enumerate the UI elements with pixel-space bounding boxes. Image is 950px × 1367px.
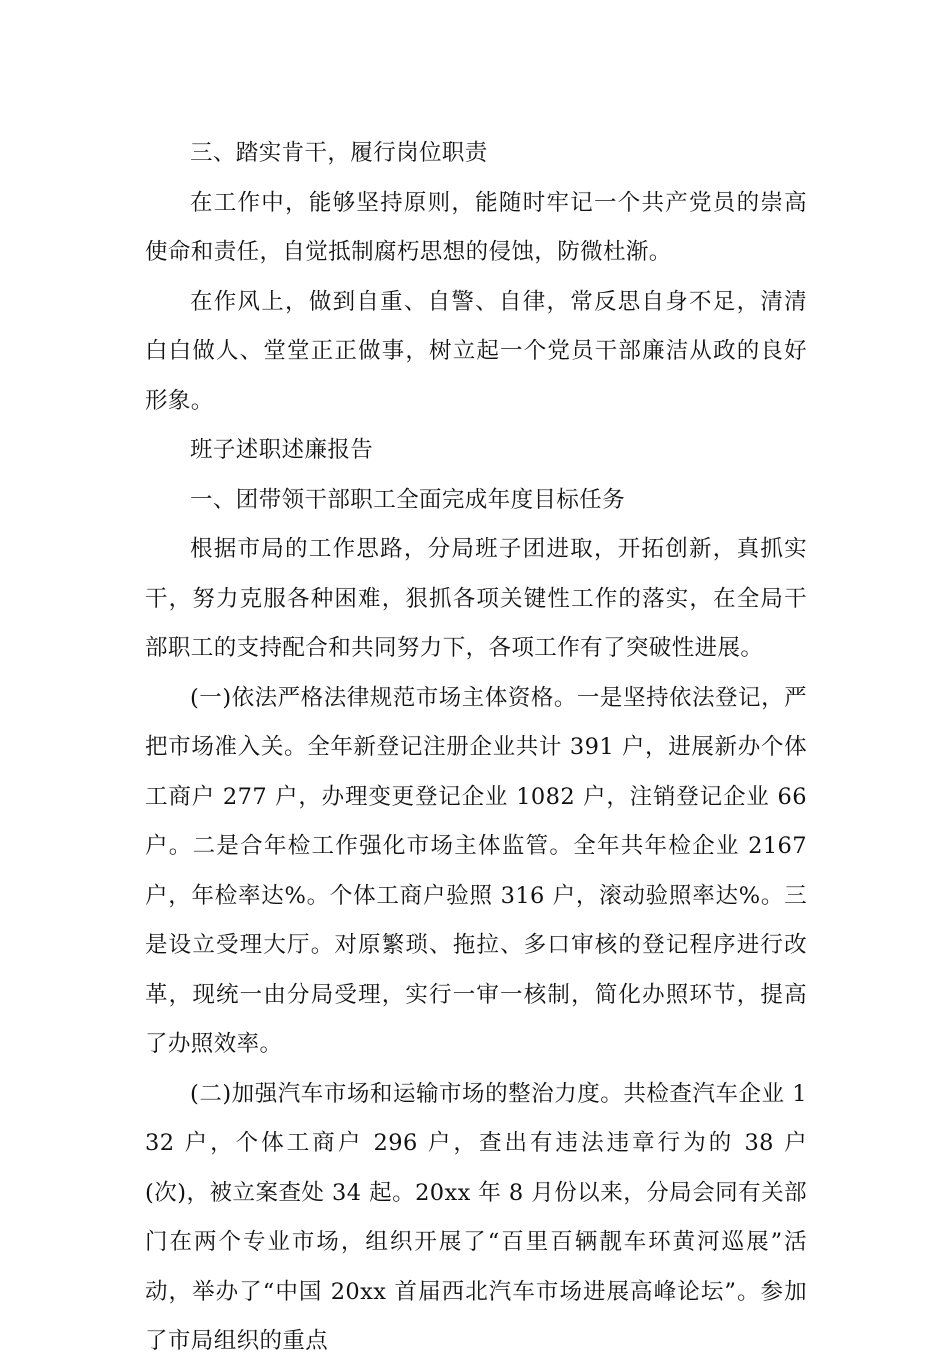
paragraph-auto-market: (二)加强汽车市场和运输市场的整治力度。共检查汽车企业 132 户，个体工商户 296 户，查出有违法违章行为的 38 户(次)，被立案查处 34 起。20xx 年 8 月份以来，分局会同有关部门在两个专业市场，组织开展了“百里百辆靓车环黄河巡展”活动，举办了“中国 20xx 首届西北汽车市场进展高峰论坛”。参加了市局组织的重点	[145, 1080, 807, 1354]
section-heading-three: 三、踏实肯干，履行岗位职责	[190, 140, 488, 166]
section-heading-one: 一、团带领干部职工全面完成年度目标任务	[190, 486, 626, 513]
paragraph-overview: 根据市局的工作思路，分局班子团进取，开拓创新，真抓实干，努力克服各种困难，狠抓各项关键性工作的落实，在全局干部职工的支持配合和共同努力下，各项工作有了突破性进展。	[145, 536, 807, 661]
document-body	[145, 129, 807, 1367]
paragraph-work-style: 在作风上，做到自重、自警、自律，常反思自身不足，清清白白做人、堂堂正正做事，树立起一个党员干部廉洁从政的良好形象。	[145, 288, 807, 414]
paragraph-market-qualification: (一)依法严格法律规范市场主体资格。一是坚持依法登记，严把市场准入关。全年新登记注册企业共计 391 户，进展新办个体工商户 277 户，办理变更登记企业 1082 户，注销登记企业 66 户。二是合年检工作强化市场主体监管。全年共年检企业 2167 户，年检率达%。个体工商户验照 316 户，滚动验照率达%。三是设立受理大厅。对原繁琐、拖拉、多口审核的登记程序进行改革，现统一由分局受理，实行一审一核制，简化办照环节，提高了办照效率。	[145, 684, 807, 1057]
paragraph-work-principles: 在工作中，能够坚持原则，能随时牢记一个共产党员的崇高使命和责任，自觉抵制腐朽思想的侵蚀，防微杜渐。	[145, 189, 807, 265]
report-title: 班子述职述廉报告	[190, 437, 374, 463]
